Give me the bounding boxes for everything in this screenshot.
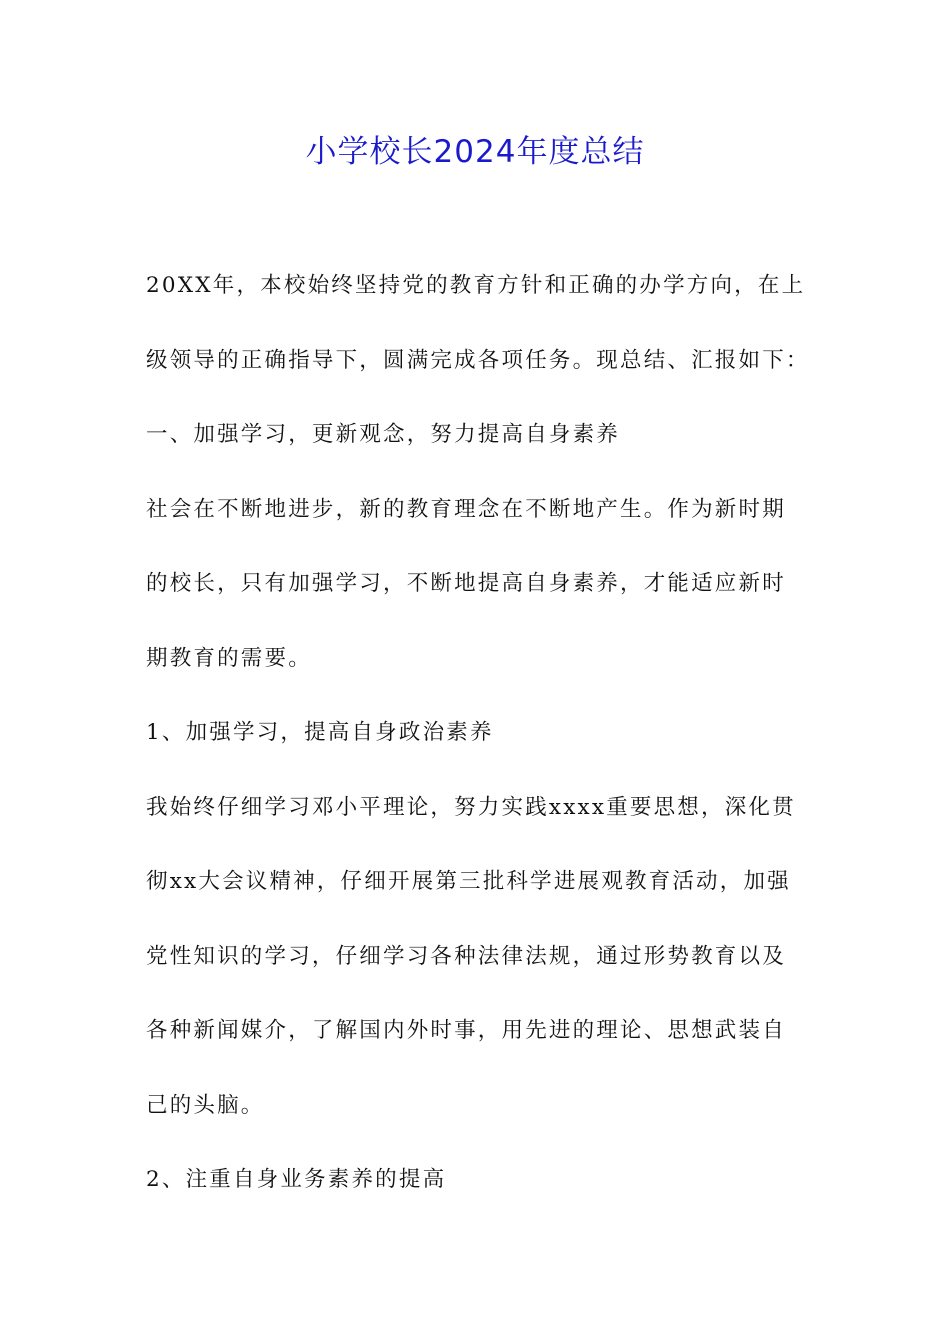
paragraph-line: 级领导的正确指导下，圆满完成各项任务。现总结、汇报如下： xyxy=(146,347,810,373)
paragraph-line: 党性知识的学习，仔细学习各种法律法规，通过形势教育以及 xyxy=(146,943,786,969)
paragraph-line: 彻xx大会议精神，仔细开展第三批科学进展观教育活动，加强 xyxy=(146,869,791,894)
document-body xyxy=(146,249,808,1218)
subsection-heading: 1、加强学习，提高自身政治素养 xyxy=(146,720,494,745)
paragraph-line: 己的头脑。 xyxy=(146,1092,265,1118)
section-heading: 一、加强学习，更新观念，努力提高自身素养 xyxy=(146,422,621,447)
paragraph-line: 我始终仔细学习邓小平理论，努力实践xxxx重要思想，深化贯 xyxy=(146,794,796,820)
subsection-heading: 2、注重自身业务素养的提高 xyxy=(146,1167,447,1192)
paragraph-line: 各种新闻媒介，了解国内外时事，用先进的理论、思想武装自 xyxy=(146,1018,786,1043)
paragraph-line: 社会在不断地进步，新的教育理念在不断地产生。作为新时期 xyxy=(146,496,786,522)
paragraph-line: 的校长，只有加强学习，不断地提高自身素养，才能适应新时 xyxy=(146,571,786,596)
document-title: 小学校长2024年度总结 xyxy=(305,134,645,170)
paragraph-line: 20XX年，本校始终坚持党的教育方针和正确的办学方向，在上 xyxy=(146,273,806,298)
paragraph-line: 期教育的需要。 xyxy=(146,645,312,671)
